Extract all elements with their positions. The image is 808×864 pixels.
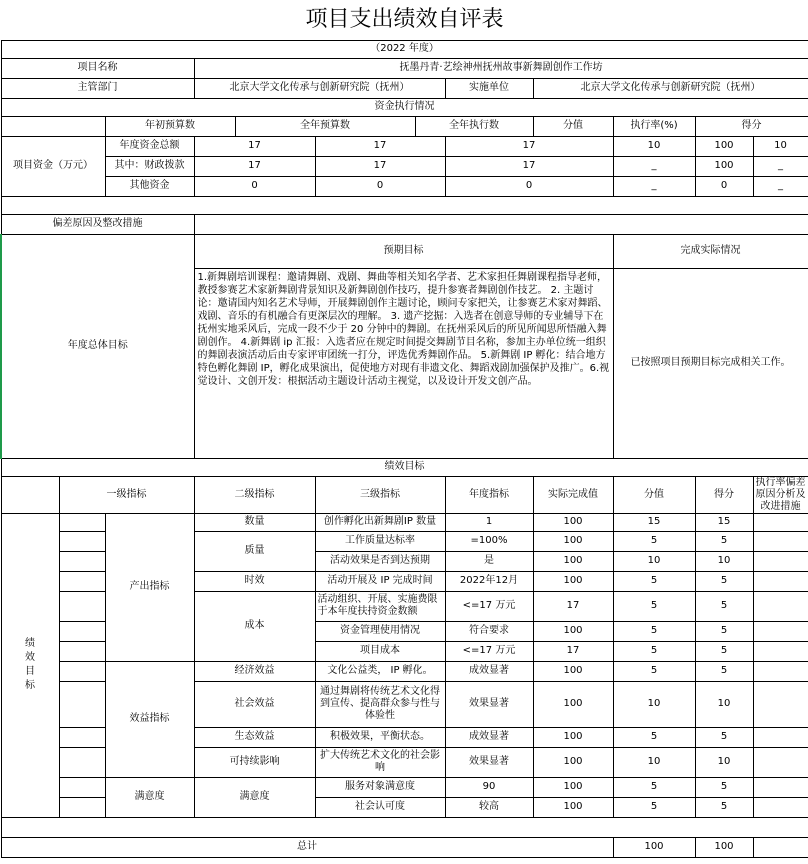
perf-analysis — [753, 513, 808, 531]
funds-cell: 17 — [194, 156, 315, 176]
perf-analysis — [753, 531, 808, 551]
perf-score: 5 — [613, 661, 695, 681]
total-score: 100 — [613, 837, 695, 857]
overall-goal-label: 年度总体目标 — [1, 234, 194, 458]
funds-header-executed: 全年执行数 — [415, 116, 533, 136]
funds-cell: 17 — [194, 136, 315, 156]
funds-header-annual: 全年预算数 — [235, 116, 415, 136]
perf-analysis — [753, 591, 808, 621]
perf-got: 10 — [695, 747, 753, 777]
perf-level3: 活动效果是否到达预期 — [315, 551, 445, 571]
perf-level1-spacer — [59, 551, 105, 571]
perf-analysis — [753, 681, 808, 727]
perf-score: 5 — [613, 621, 695, 641]
funds-row-name: 其中：财政拨款 — [105, 156, 194, 176]
perf-target: 成效显著 — [445, 661, 533, 681]
perf-level2: 经济效益 — [194, 661, 315, 681]
perf-score: 5 — [613, 727, 695, 747]
perf-level1-spacer — [59, 747, 105, 777]
perf-level2: 时效 — [194, 571, 315, 591]
perf-level2: 可持续影响 — [194, 747, 315, 777]
perf-actual: 100 — [533, 681, 613, 727]
perf-level1-spacer — [59, 513, 105, 531]
funds-header-initial: 年初预算数 — [105, 116, 235, 136]
perf-got: 10 — [695, 681, 753, 727]
perf-actual: 100 — [533, 551, 613, 571]
total-analysis — [753, 837, 808, 857]
perf-vertical-label: 绩效目标 — [1, 513, 59, 817]
perf-actual: 100 — [533, 747, 613, 777]
funds-cell: _ — [613, 156, 695, 176]
perf-got: 5 — [695, 571, 753, 591]
perf-level2: 质量 — [194, 531, 315, 571]
perf-target: 2022年12月 — [445, 571, 533, 591]
perf-level3: 活动组织、开展、实施费限于本年度扶持资金数额 — [315, 591, 445, 621]
perf-actual: 17 — [533, 591, 613, 621]
funds-cell: 10 — [613, 136, 695, 156]
perf-analysis — [753, 727, 808, 747]
perf-level3: 服务对象满意度 — [315, 777, 445, 797]
perf-header-level1: 一级指标 — [59, 476, 194, 513]
perf-target: 较高 — [445, 797, 533, 817]
perf-level1-spacer — [59, 661, 105, 681]
perf-level3: 资金管理使用情况 — [315, 621, 445, 641]
funds-cell: 10 — [753, 136, 808, 156]
actual-goal-header: 完成实际情况 — [613, 234, 808, 268]
perf-level1-spacer — [59, 797, 105, 817]
perf-target: 成效显著 — [445, 727, 533, 747]
perf-analysis — [753, 777, 808, 797]
perf-level3: 社会认可度 — [315, 797, 445, 817]
perf-analysis — [753, 551, 808, 571]
perf-level2: 社会效益 — [194, 681, 315, 727]
perf-got: 10 — [695, 551, 753, 571]
funds-cell: 100 — [695, 156, 753, 176]
perf-got: 5 — [695, 621, 753, 641]
perf-actual: 100 — [533, 727, 613, 747]
perf-target: <=17 万元 — [445, 591, 533, 621]
dept-label: 主管部门 — [1, 78, 194, 98]
perf-got: 5 — [695, 727, 753, 747]
page-title: 项目支出绩效自评表 — [1, 0, 808, 40]
spacer-row — [1, 196, 808, 214]
perf-analysis — [753, 661, 808, 681]
funds-cell: _ — [613, 176, 695, 196]
perf-actual: 100 — [533, 513, 613, 531]
perf-level3: 活动开展及 IP 完成时间 — [315, 571, 445, 591]
total-label: 总计 — [1, 837, 613, 857]
perf-got: 5 — [695, 531, 753, 551]
perf-level1-spacer — [59, 681, 105, 727]
dept-value: 北京大学文化传承与创新研究院（抚州） — [194, 78, 445, 98]
perf-level3: 工作质量达标率 — [315, 531, 445, 551]
perf-score: 5 — [613, 797, 695, 817]
perf-got: 5 — [695, 777, 753, 797]
perf-header-level3: 三级指标 — [315, 476, 445, 513]
funds-cell: _ — [753, 156, 808, 176]
funds-cell: 17 — [315, 136, 445, 156]
perf-section-title: 绩效目标 — [1, 458, 808, 476]
perf-analysis — [753, 797, 808, 817]
perf-score: 10 — [613, 551, 695, 571]
perf-score: 5 — [613, 777, 695, 797]
perf-level1-spacer — [59, 621, 105, 641]
perf-analysis — [753, 621, 808, 641]
perf-analysis — [753, 571, 808, 591]
funds-cell: 17 — [315, 156, 445, 176]
deviation-label: 偏差原因及整改措施 — [1, 214, 194, 234]
perf-got: 15 — [695, 513, 753, 531]
perf-level1-spacer — [59, 641, 105, 661]
funds-cell: 100 — [695, 136, 753, 156]
spacer-row — [1, 817, 808, 837]
perf-score: 5 — [613, 641, 695, 661]
perf-target: 90 — [445, 777, 533, 797]
perf-got: 5 — [695, 591, 753, 621]
perf-header-level2: 二级指标 — [194, 476, 315, 513]
funds-label: 项目资金（万元） — [1, 136, 105, 196]
project-name: 抚墨丹青·艺绘神州抚州故事新舞剧创作工作坊 — [194, 58, 808, 78]
funds-section-title: 资金执行情况 — [1, 98, 808, 116]
expected-goal-header: 预期目标 — [194, 234, 613, 268]
funds-cell: 17 — [445, 136, 613, 156]
funds-cell: 0 — [445, 176, 613, 196]
perf-level1-spacer — [59, 531, 105, 551]
perf-level2: 成本 — [194, 591, 315, 661]
perf-level3: 文化公益类， IP 孵化。 — [315, 661, 445, 681]
perf-header-analysis: 执行率偏差原因分析及改进措施 — [753, 476, 808, 513]
perf-target: 是 — [445, 551, 533, 571]
perf-header-target: 年度指标 — [445, 476, 533, 513]
perf-level3: 积极效果，平衡状态。 — [315, 727, 445, 747]
perf-got: 5 — [695, 661, 753, 681]
perf-score: 5 — [613, 571, 695, 591]
deviation-value — [194, 214, 808, 234]
perf-score: 5 — [613, 591, 695, 621]
perf-analysis — [753, 641, 808, 661]
perf-level1-satisfaction: 满意度 — [105, 777, 194, 817]
perf-level1-spacer — [59, 777, 105, 797]
perf-target: 效果显著 — [445, 681, 533, 727]
perf-level1-benefit: 效益指标 — [105, 661, 194, 777]
perf-target: 效果显著 — [445, 747, 533, 777]
perf-score: 10 — [613, 747, 695, 777]
perf-actual: 100 — [533, 661, 613, 681]
perf-actual: 17 — [533, 641, 613, 661]
perf-got: 5 — [695, 797, 753, 817]
perf-header-score: 分值 — [613, 476, 695, 513]
perf-actual: 100 — [533, 571, 613, 591]
perf-analysis — [753, 747, 808, 777]
perf-target: 符合要求 — [445, 621, 533, 641]
funds-row-name: 其他资金 — [105, 176, 194, 196]
funds-cell: 0 — [194, 176, 315, 196]
perf-target: =100% — [445, 531, 533, 551]
perf-score: 15 — [613, 513, 695, 531]
funds-row-name: 年度资金总额 — [105, 136, 194, 156]
funds-cell: _ — [753, 176, 808, 196]
perf-score: 5 — [613, 531, 695, 551]
perf-level3: 扩大传统艺术文化的社会影响 — [315, 747, 445, 777]
perf-target: <=17 万元 — [445, 641, 533, 661]
perf-level1-spacer — [59, 591, 105, 621]
perf-level3: 项目成本 — [315, 641, 445, 661]
perf-header-actual: 实际完成值 — [533, 476, 613, 513]
funds-header-got: 得分 — [695, 116, 808, 136]
funds-header-rate: 执行率(%) — [613, 116, 695, 136]
perf-level2: 生态效益 — [194, 727, 315, 747]
perf-score: 10 — [613, 681, 695, 727]
funds-cell: 0 — [695, 176, 753, 196]
perf-level2: 数量 — [194, 513, 315, 531]
perf-actual: 100 — [533, 797, 613, 817]
perf-level2: 满意度 — [194, 777, 315, 817]
perf-level1-spacer — [59, 727, 105, 747]
perf-actual: 100 — [533, 777, 613, 797]
expected-goal-text: 1.新舞剧培训课程：邀请舞剧、戏剧、舞曲等相关知名学者、艺术家担任舞剧课程指导老师，教授参赛艺术家新舞剧背景知识及新舞剧创作技巧，提升参赛者舞剧创作技艺。 2. 主题讨论：邀请国内知名艺术导师，开展舞剧创作主题讨论，顾问专家把关，让参赛艺术家对舞蹈、戏剧、音乐的有机融合有更深层次的理解。 3. 遗产挖掘：入选者在创意导师的专业辅导下在抚州实地采风后，完成一段不少于 20 分钟中的舞剧。在抚州采风后的所见所闻思所悟融入舞剧创作。 4.新舞剧 ip 汇报：入选者应在规定时间提交舞剧节目名称，参加主办单位统一组织的舞剧表演活动后由专家评审团统一打分，评选优秀舞剧作品。 5.新舞剧 IP 孵化：结合地方特色孵化舞剧 IP，孵化成果演出，促使地方对现有非遗文化、舞蹈戏剧加强保护及推广。6.视觉设计、文创开发：根据活动主题设计活动主视觉，以及设计开发文创产品。 — [194, 268, 613, 458]
impl-label: 实施单位 — [445, 78, 533, 98]
total-got: 100 — [695, 837, 753, 857]
funds-cell: 0 — [315, 176, 445, 196]
perf-actual: 100 — [533, 621, 613, 641]
impl-value: 北京大学文化传承与创新研究院（抚州） — [533, 78, 808, 98]
funds-cell: 17 — [445, 156, 613, 176]
perf-got: 5 — [695, 641, 753, 661]
perf-target: 1 — [445, 513, 533, 531]
perf-header-blank — [1, 476, 59, 513]
perf-level1-output: 产出指标 — [105, 513, 194, 661]
perf-level1-spacer — [59, 571, 105, 591]
perf-level3: 创作孵化出新舞剧IP 数量 — [315, 513, 445, 531]
perf-level3: 通过舞剧将传统艺术文化得到宣传、提高群众参与性与体验性 — [315, 681, 445, 727]
actual-goal-text: 已按照项目预期目标完成相关工作。 — [613, 268, 808, 458]
funds-header-score: 分值 — [533, 116, 613, 136]
project-name-label: 项目名称 — [1, 58, 194, 78]
perf-header-got: 得分 — [695, 476, 753, 513]
year-label: （2022 年度） — [1, 40, 808, 58]
funds-header-blank — [1, 116, 105, 136]
perf-actual: 100 — [533, 531, 613, 551]
